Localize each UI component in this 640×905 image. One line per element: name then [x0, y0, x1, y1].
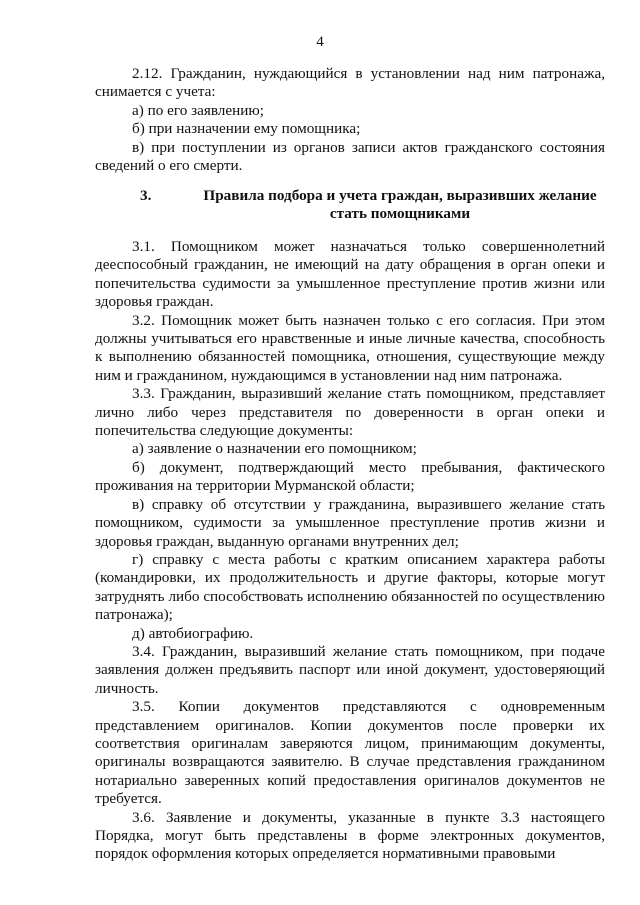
section-3-number: 3.	[140, 187, 152, 204]
list-item-3-3-d: д) автобиографию.	[132, 624, 254, 642]
page-number: 4	[316, 34, 324, 50]
paragraph-3-2: 3.2. Помощник может быть назначен только с его согласия. При этом должны учитываться его нравственные и иные личные качества, способность к выполнению обязанностей помощника, отношения, существующие между ним и гражданином, нуждающимся в установлении над ним патронажа.	[95, 311, 605, 384]
list-item-v: в) при поступлении из органов записи актов гражданского состояния сведений о его смерти.	[95, 138, 605, 175]
section-2-tail	[95, 65, 605, 175]
list-item-3-3-g: г) справку с места работы с кратким описанием характера работы (командировки, их продолжительность и другие факторы, которые могут затруднять либо способствовать исполнению обязанностей по осуществлению патронажа);	[95, 550, 605, 624]
section-3-body	[95, 238, 605, 864]
list-item-3-3-v: в) справку об отсутствии у гражданина, выразившего желание стать помощником, судимости за умышленное преступление против жизни и здоровья граждан, выданную органами внутренних дел;	[95, 495, 605, 550]
paragraph-3-6: 3.6. Заявление и документы, указанные в пункте 3.3 настоящего Порядка, могут быть представлены в форме электронных документов, порядок оформления которых определяется нормативными правовыми	[95, 808, 605, 863]
list-item-a: а) по его заявлению;	[132, 101, 264, 119]
paragraph-3-3: 3.3. Гражданин, выразивший желание стать помощником, представляет лично либо через представителя по доверенности в орган опеки и попечительства следующие документы:	[95, 385, 605, 440]
list-item-3-3-a: а) заявление о назначении его помощником;	[132, 440, 417, 458]
paragraph-3-4: 3.4. Гражданин, выразивший желание стать помощником, при подаче заявления должен предъявить паспорт или иной документ, удостоверяющий личность.	[95, 642, 605, 697]
section-3-heading	[95, 187, 605, 224]
paragraph-3-1: 3.1. Помощником может назначаться только совершеннолетний дееспособный гражданин, не имеющий на дату обращения в орган опеки и попечительства судимости за умышленное преступление против жизни или здоровья граждан.	[95, 238, 605, 311]
paragraph-3-5: 3.5. Копии документов представляются с одновременным представлением оригиналов. Копии документов после проверки их соответствия оригиналам заверяются лицом, принимающим документы, оригиналы возвращаются заявителю. В случае представления гражданином нотариально заверенных копий предоставления оригиналов документов не требуется.	[95, 698, 605, 808]
section-3-title: Правила подбора и учета граждан, выразивших желание стать помощниками	[203, 187, 597, 223]
paragraph-2-12: 2.12. Гражданин, нуждающийся в установлении над ним патронажа, снимается с учета:	[95, 65, 605, 101]
list-item-3-3-b: б) документ, подтверждающий место пребывания, фактического проживания на территории Мурманской области;	[95, 458, 605, 495]
list-item-b: б) при назначении ему помощника;	[132, 120, 361, 138]
